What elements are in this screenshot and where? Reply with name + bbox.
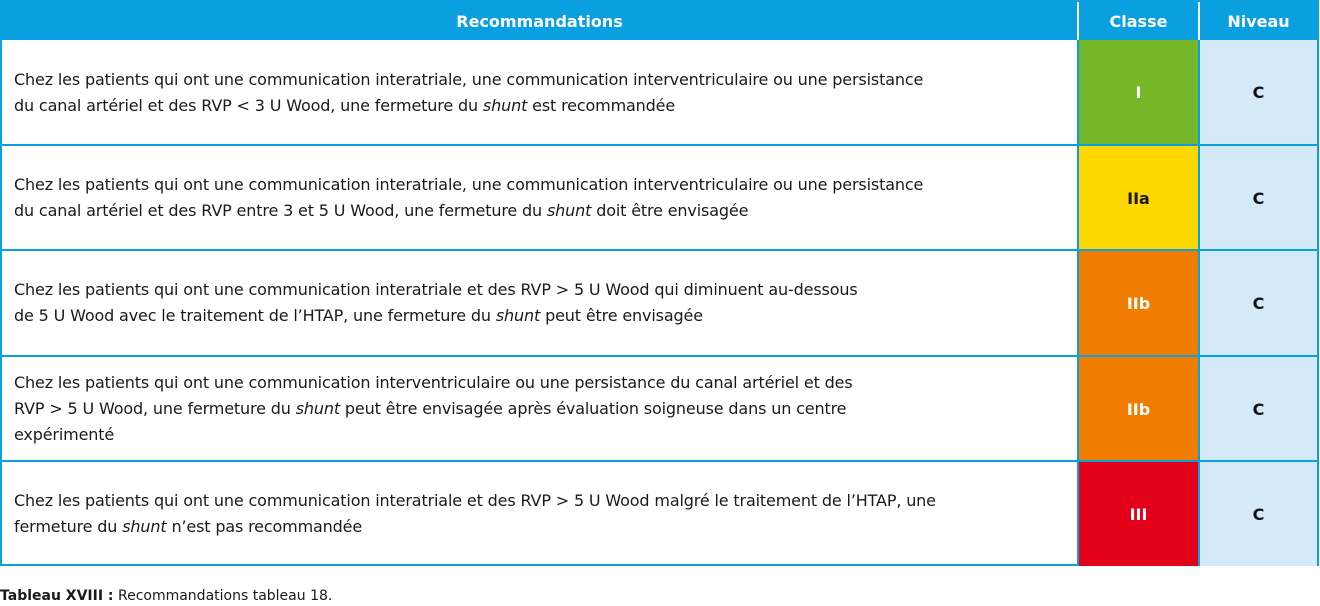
- table-row: [2, 40, 1317, 145]
- table-row: [2, 357, 1317, 461]
- niveau-cell: C: [1200, 146, 1317, 250]
- recommendation-text-content: Chez les patients qui ont une communication interatriale, une communication interventriculaire ou une persistance du canal artériel et des RVP entre 3 et 5 U Wood, une fermeture du shunt doit être envisagée: [14, 175, 924, 220]
- classe-cell: III: [1079, 462, 1198, 566]
- header-recommandations: Recommandations: [456, 11, 623, 31]
- column-divider: [1077, 40, 1079, 564]
- column-divider: [1198, 40, 1200, 564]
- recommendation-text: [2, 251, 1077, 355]
- table-row: [2, 462, 1317, 566]
- table-row: [2, 146, 1317, 250]
- table-header: [2, 2, 1317, 40]
- recommendation-text-content: Chez les patients qui ont une communication interatriale, une communication interventriculaire ou une persistance du canal artériel et des RVP < 3 U Wood, une fermeture du shunt est recommandée: [14, 69, 924, 115]
- header-classe: Classe: [1109, 11, 1168, 31]
- recommendation-text-content: Chez les patients qui ont une communication interventriculaire ou une persistance du canal artériel et des RVP > 5 U Wood, une fermeture du shunt peut être envisagée après évaluation soigneuse dans un centre expérimenté: [14, 373, 853, 444]
- classe-cell: IIa: [1079, 146, 1198, 250]
- niveau-cell: C: [1200, 357, 1317, 461]
- caption-text: Recommandations tableau 18.: [113, 588, 333, 604]
- recommendation-text-content: Chez les patients qui ont une communication interatriale et des RVP > 5 U Wood qui diminuent au-dessous de 5 U Wood avec le traitement de l’HTAP, une fermeture du shunt peut être envisagée: [14, 280, 858, 325]
- table-row: [2, 251, 1317, 355]
- recommendation-text: [2, 146, 1077, 250]
- niveau-cell: C: [1200, 462, 1317, 566]
- caption-label: Tableau XVIII :: [0, 588, 114, 604]
- niveau-cell: C: [1200, 40, 1317, 145]
- classe-cell: IIb: [1079, 251, 1198, 355]
- recommendation-text: [2, 40, 1077, 145]
- header-niveau: Niveau: [1227, 11, 1290, 31]
- recommendation-text: [2, 462, 1077, 566]
- table-caption: [0, 588, 332, 604]
- recommendation-text-content: Chez les patients qui ont une communication interatriale et des RVP > 5 U Wood malgré le traitement de l’HTAP, une fermeture du shunt n’est pas recommandée: [14, 491, 936, 536]
- recommendation-text: [2, 357, 1077, 461]
- classe-cell: IIb: [1079, 357, 1198, 461]
- niveau-cell: C: [1200, 251, 1317, 355]
- classe-cell: I: [1079, 40, 1198, 145]
